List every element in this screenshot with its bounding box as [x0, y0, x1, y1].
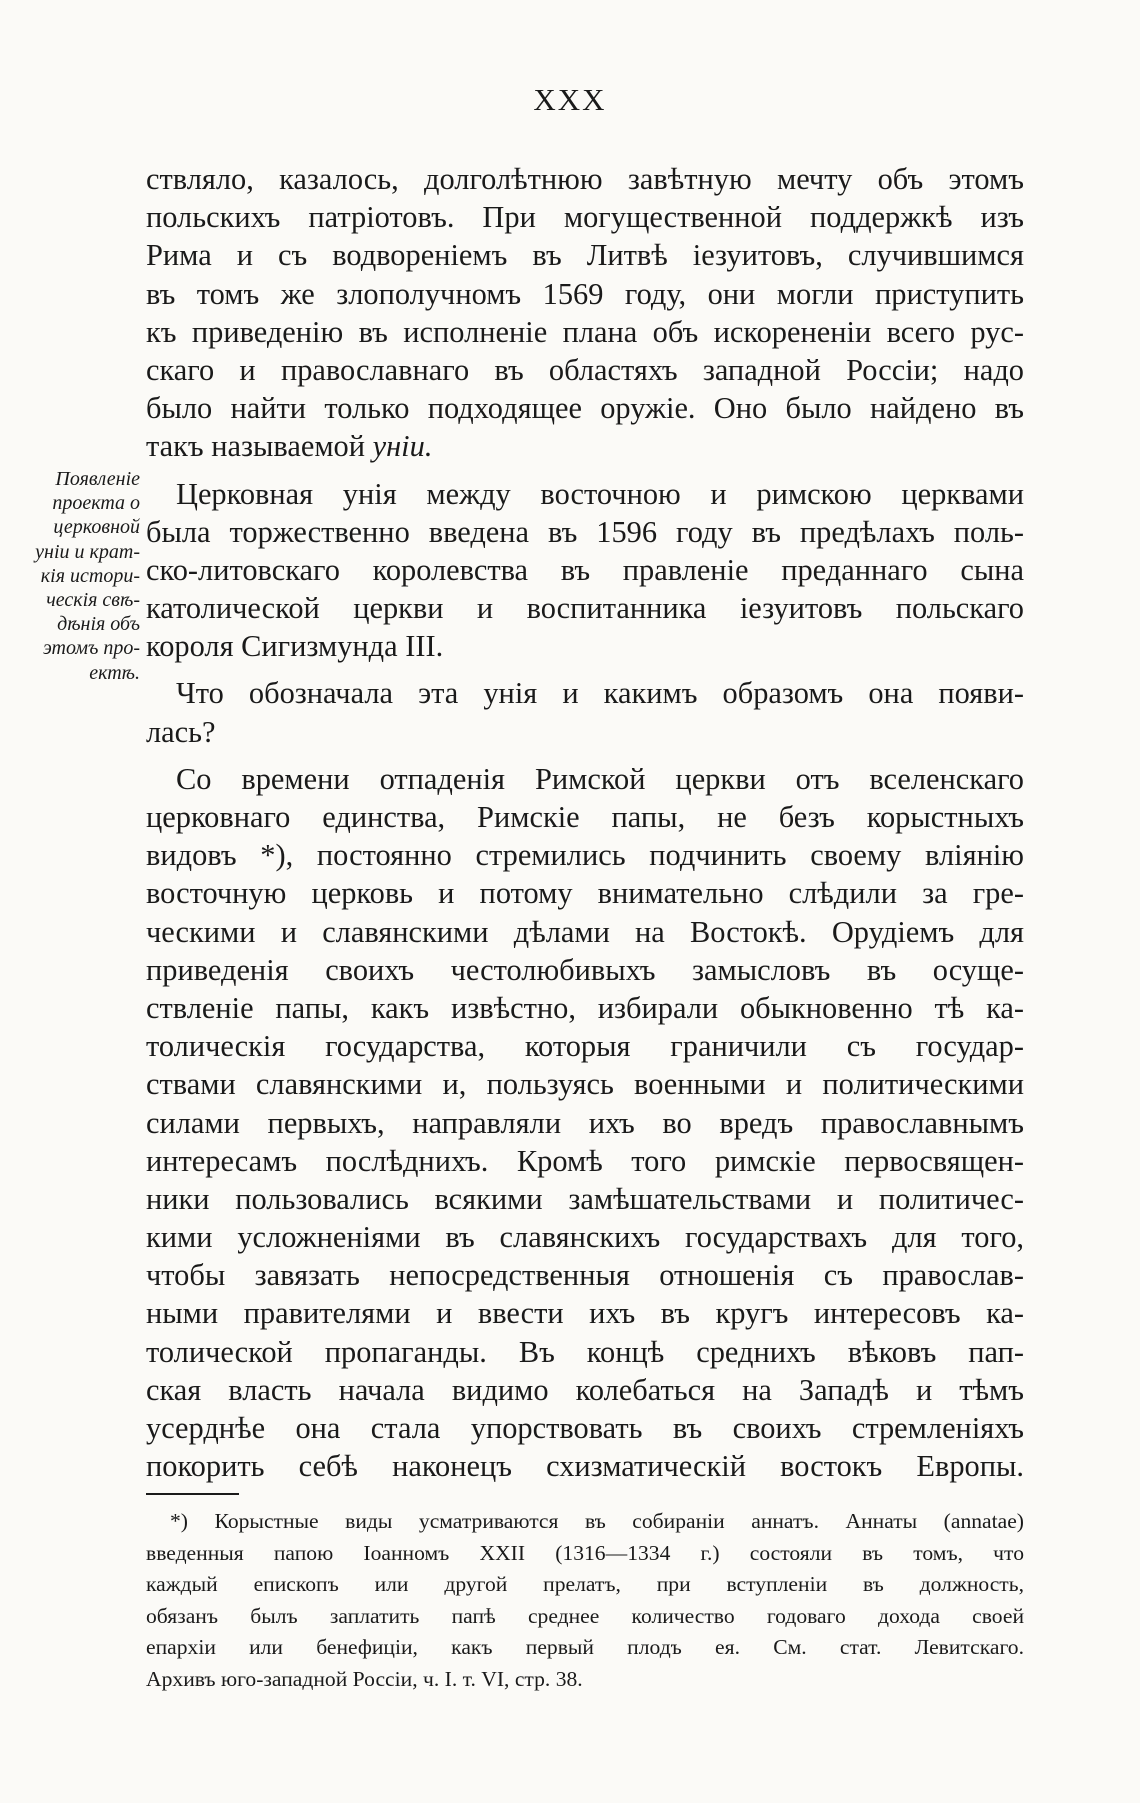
text-line: покорить себѣ наконецъ схизматическій востокъ Европы. [146, 1449, 1024, 1484]
italic-term: уніи. [372, 429, 433, 464]
text-line: католической церкви и воспитанника іезуитовъ польскаго [146, 591, 1024, 626]
text-line: ско-литовскаго королевства въ правленіе преданнаго сына [146, 552, 1024, 587]
text-line: толическія государства, которыя граничили съ государ- [146, 1029, 1024, 1064]
text-line: ствляло, казалось, долголѣтнюю завѣтную мечту объ этомъ [146, 162, 1024, 196]
margin-note-line: уніи и крат- [35, 540, 140, 563]
footnote [146, 1506, 1024, 1695]
text-line: лась? [146, 714, 216, 749]
margin-note-line: ектѣ. [89, 661, 140, 684]
text-line: было найти только подходящее оружіе. Оно было найдено въ [146, 391, 1024, 426]
margin-note [4, 467, 140, 685]
footnote-line: каждый епископъ или другой прелатъ, при вступленіи въ должность, [146, 1572, 1024, 1596]
margin-note-line: дѣнія объ [57, 613, 140, 636]
text-line: усерднѣе она стала упорствовать въ своихъ стремленіяхъ [146, 1411, 1024, 1445]
footnote-line: епархіи или бенефиціи, какъ первый плодъ ея. См. стат. Левитскаго. [146, 1635, 1024, 1659]
text-line: Церковная унія между восточною и римскою церквами [176, 476, 1024, 511]
text-line: толической пропаганды. Въ концѣ среднихъ вѣковъ пап- [146, 1334, 1024, 1369]
footnote-line: введенныя папою Іоанномъ XXII (1316—1334 г.) состояли въ томъ, что [146, 1540, 1024, 1565]
text-line: чтобы завязать непосредственныя отношенія съ православ- [146, 1258, 1024, 1293]
footnote-divider [146, 1493, 239, 1495]
text-line: ствленіе папы, какъ извѣстно, избирали обыкновенно тѣ ка- [146, 990, 1024, 1025]
margin-note-line: кія истори- [40, 564, 140, 587]
text-line: ники пользовались всякими замѣшательствами и политичес- [146, 1181, 1024, 1216]
margin-note-line: ческія свѣ- [46, 589, 140, 612]
footnote-line: Архивъ юго-западной Россіи, ч. I. т. VI, стр. 38. [146, 1666, 583, 1691]
text-line: была торжественно введена въ 1596 году въ предѣлахъ поль- [146, 514, 1024, 549]
margin-note-line: проекта о [52, 492, 140, 515]
text-line: ными правителями и ввести ихъ въ кругъ интересовъ ка- [146, 1296, 1024, 1331]
text-line: Со времени отпаденія Римской церкви отъ вселенскаго [176, 761, 1024, 796]
text-line: такъ называемой уніи. [146, 429, 433, 464]
text-line: ческими и славянскими дѣлами на Востокѣ. Орудіемъ для [146, 914, 1024, 949]
main-text [146, 160, 1024, 1485]
text-line: силами первыхъ, направляли ихъ во вредъ православнымъ [146, 1105, 1024, 1140]
text-line: Рима и съ водвореніемъ въ Литвѣ іезуитовъ, случившимся [146, 238, 1024, 273]
text-line: ская власть начала видимо колебаться на Западѣ и тѣмъ [146, 1372, 1024, 1407]
text-line: скаго и православнаго въ областяхъ западной Россіи; надо [146, 352, 1024, 387]
text-line: въ томъ же злополучномъ 1569 году, они могли приступить [146, 276, 1024, 311]
text-line: Что обозначала эта унія и какимъ образомъ она появи- [176, 676, 1024, 711]
text-line: видовъ *), постоянно стремились подчинить своему вліянію [146, 838, 1024, 873]
margin-note-line: Появленіе [55, 468, 140, 490]
text-line: къ приведенію въ исполненіе плана объ искорененіи всего рус- [146, 314, 1024, 349]
text-line: интересамъ послѣднихъ. Кромѣ того римскіе первосвящен- [146, 1143, 1024, 1178]
text-line: приведенія своихъ честолюбивыхъ замысловъ въ осуще- [146, 952, 1024, 987]
text-line: короля Сигизмунда III. [146, 629, 444, 664]
text-line: польскихъ патріотовъ. При могущественной поддержкѣ изъ [146, 200, 1024, 235]
text-line: ствами славянскими и, пользуясь военными и политическими [146, 1067, 1024, 1102]
footnote-line: *) Корыстные виды усматриваются въ собираніи аннатъ. Аннаты (annatae) [170, 1509, 1024, 1533]
footnote-line: обязанъ былъ заплатить папѣ среднее количество годоваго дохода своей [146, 1603, 1024, 1628]
text-line: восточную церковь и потому внимательно слѣдили за гре- [146, 876, 1024, 911]
text-line: церковнаго единства, Римскіе папы, не безъ корыстныхъ [146, 800, 1024, 834]
text-line: кими усложненіями въ славянскихъ государствахъ для того, [146, 1220, 1024, 1255]
margin-note-line: этомъ про- [42, 637, 140, 660]
page-number: XXX [533, 82, 607, 117]
margin-note-line: церковной [53, 516, 140, 539]
